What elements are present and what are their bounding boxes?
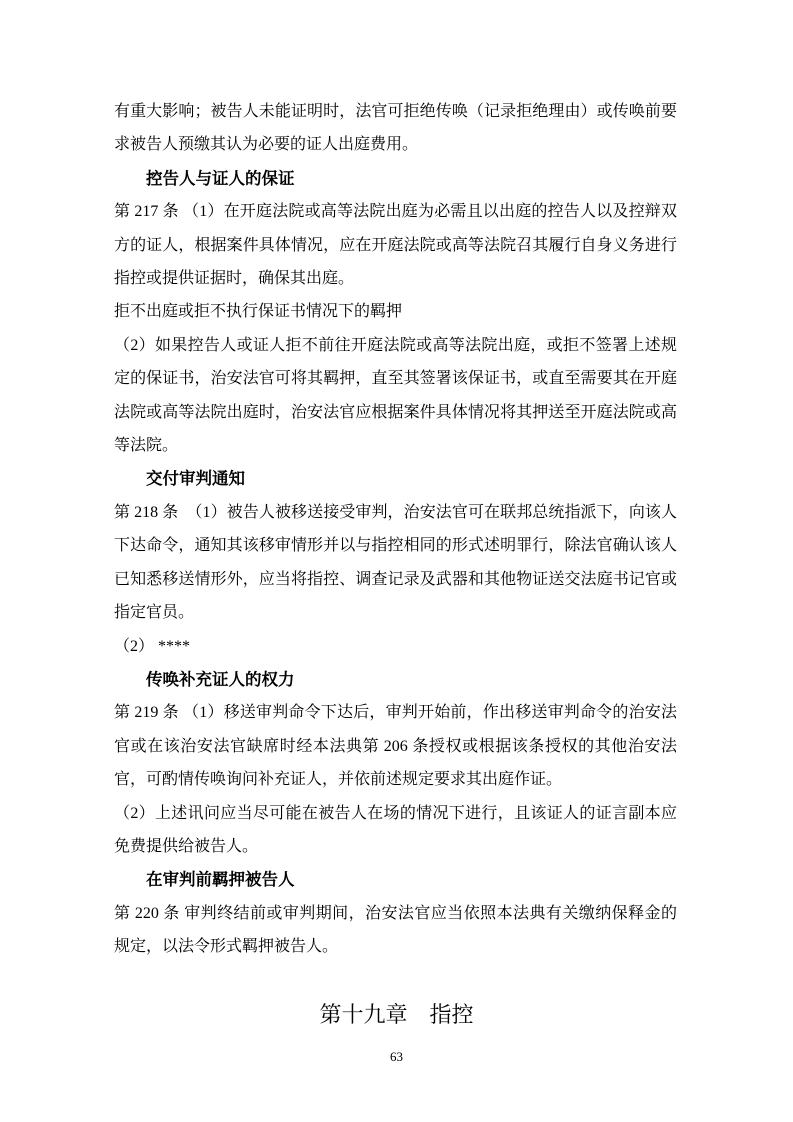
- page-number: 63: [390, 1049, 403, 1064]
- body-paragraph: 第 220 条 审判终结前或审判期间，治安法官应当依照本法典有关缴纳保释金的规定，以法令形式羁押被告人。: [114, 904, 677, 956]
- sub-heading: 拒不出庭或拒不执行保证书情况下的羁押: [114, 303, 403, 321]
- section-heading: 传唤补充证人的权力: [146, 669, 295, 689]
- body-paragraph: 第 219 条 （1）移送审判命令下达后，审判开始前，作出移送审判命令的治安法官或在该治安法官缺席时经本法典第 206 条授权或根据该条授权的其他治安法官，可酌情传唤询问补充证人，并依前述规定要求其出庭作证。: [114, 704, 677, 789]
- body-paragraph: （2）上述讯问应当尽可能在被告人在场的情况下进行，且该证人的证言副本应免费提供给被告人。: [114, 804, 677, 855]
- page-body: [114, 95, 677, 964]
- chapter-heading: 第十九章 指控: [319, 1002, 474, 1027]
- section-heading: 控告人与证人的保证: [146, 168, 295, 188]
- body-paragraph: （2）如果控告人或证人拒不前往开庭法院或高等法院出庭，或拒不签署上述规定的保证书，治安法官可将其羁押，直至其签署该保证书，或直至需要其在开庭法院或高等法院出庭时，治安法官应根据案件具体情况将其押送至开庭法院或高等法院。: [114, 336, 677, 455]
- section-heading: 在审判前羁押被告人: [146, 870, 295, 890]
- section-heading: 交付审判通知: [146, 469, 245, 489]
- body-paragraph: 有重大影响；被告人未能证明时，法官可拒绝传唤（记录拒绝理由）或传唤前要求被告人预缴其认为必要的证人出庭费用。: [114, 103, 677, 154]
- body-paragraph: 第 218 条 （1）被告人被移送接受审判，治安法官可在联邦总统指派下，向该人下达命令，通知其该移审情形并以与指控相同的形式述明罪行，除法官确认该人已知悉移送情形外，应当将指控、调查记录及武器和其他物证送交法庭书记官或指定官员。: [114, 503, 677, 622]
- body-paragraph: 第 217 条 （1）在开庭法院或高等法院出庭为必需且以出庭的控告人以及控辩双方的证人，根据案件具体情况，应在开庭法院或高等法院召其履行自身义务进行指控或提供证据时，确保其出庭。: [114, 203, 677, 288]
- body-paragraph: （2） ****: [114, 637, 191, 655]
